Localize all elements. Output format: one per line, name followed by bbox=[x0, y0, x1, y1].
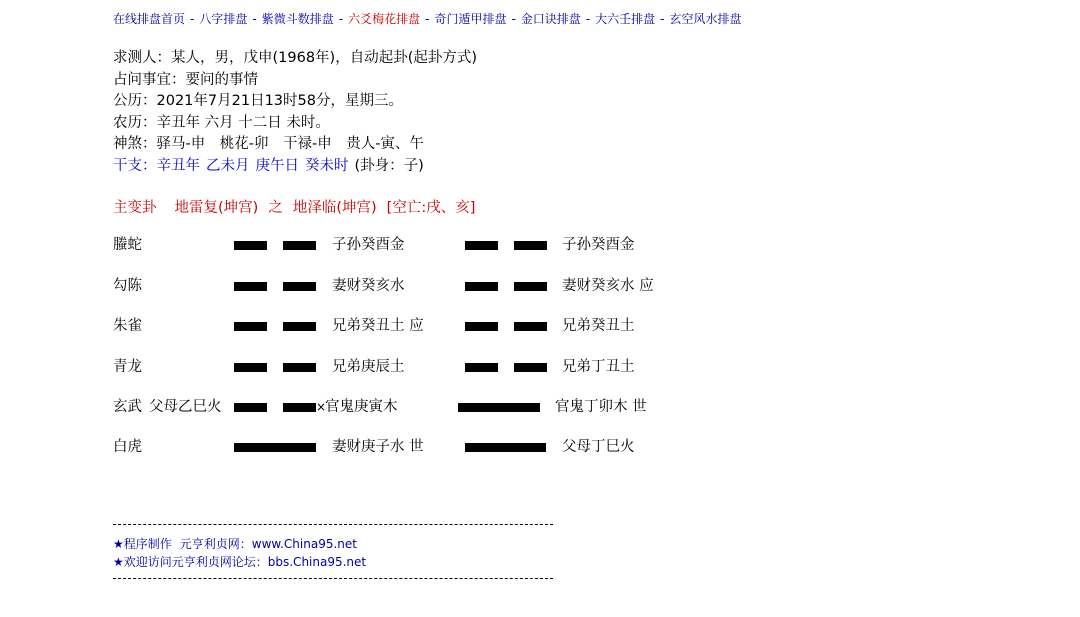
six-god-label: 玄武 bbox=[113, 399, 142, 415]
changed-line-text: 官鬼丁卯木 世 bbox=[555, 399, 647, 415]
main-line-yin-segment bbox=[283, 363, 316, 372]
changed-hexagram-name: 地泽临(坤宫) bbox=[292, 200, 377, 216]
ganzhi-day: 庚午日 bbox=[255, 157, 299, 174]
hexagram-prefix: 主变卦 bbox=[113, 200, 157, 216]
ganzhi-month: 乙未月 bbox=[206, 157, 250, 174]
nav-link-1[interactable]: 八字排盘 bbox=[199, 12, 248, 26]
credits bbox=[113, 535, 366, 571]
six-god-label: 螣蛇 bbox=[113, 237, 142, 253]
nav-link-7[interactable]: 玄空风水排盘 bbox=[669, 12, 742, 26]
main-line-text: 兄弟庚辰土 bbox=[332, 359, 405, 375]
changed-line-text: 兄弟丁丑土 bbox=[562, 359, 635, 375]
changed-line-text: 妻财癸亥水 应 bbox=[562, 278, 654, 294]
changed-line-yin-segment bbox=[514, 241, 547, 250]
nav-link-2[interactable]: 紫微斗数排盘 bbox=[261, 12, 334, 26]
main-line-text: 妻财庚子水 世 bbox=[332, 439, 424, 455]
main-line-yin-segment bbox=[234, 322, 267, 331]
yao-line bbox=[113, 437, 713, 457]
main-line-text: 妻财癸亥水 bbox=[332, 278, 405, 294]
changed-line-text: 子孙癸酉金 bbox=[562, 237, 635, 253]
yao-line bbox=[113, 316, 713, 336]
nav-link-6[interactable]: 大六壬排盘 bbox=[595, 12, 656, 26]
changed-line-yin-segment bbox=[514, 363, 547, 372]
hexagram-connector: 之 bbox=[268, 200, 283, 216]
nav-link-0[interactable]: 在线排盘首页 bbox=[113, 12, 186, 26]
credit-line-2[interactable]: ★欢迎访问元亨利贞网论坛：bbs.China95.net bbox=[113, 555, 367, 569]
yao-line bbox=[113, 235, 713, 255]
main-line-text: 兄弟癸丑土 应 bbox=[332, 318, 424, 334]
main-line-yin-segment bbox=[283, 241, 316, 250]
solar-date: 公历：2021年7月21日13时58分，星期三。 bbox=[113, 93, 403, 109]
credit-site[interactable]: 元亨利贞网：www.China95.net bbox=[179, 537, 357, 551]
shensha-info: 神煞：驿马-申 桃花-卯 干禄-申 贵人-寅、午 bbox=[113, 136, 424, 152]
main-line-yin-segment bbox=[234, 282, 267, 291]
changed-line-yin-segment bbox=[465, 241, 498, 250]
nav-separator: - bbox=[585, 12, 591, 26]
hexagram-title bbox=[113, 196, 475, 217]
main-line-text: 官鬼庚寅木 bbox=[325, 399, 398, 415]
yao-line bbox=[113, 276, 713, 296]
nav-separator: - bbox=[425, 12, 430, 26]
ganzhi-year: 辛丑年 bbox=[156, 157, 200, 174]
yao-line bbox=[113, 397, 713, 417]
ganzhi-hour: 癸未时 bbox=[305, 157, 349, 174]
main-line-text: 子孙癸酉金 bbox=[332, 237, 405, 253]
question-info: 占问事宜：要问的事情 bbox=[113, 71, 258, 88]
nav-link-4[interactable]: 奇门遁甲排盘 bbox=[434, 12, 507, 26]
changed-line-yang-bar bbox=[458, 403, 540, 412]
nav-separator: - bbox=[338, 12, 344, 26]
guashen-info: (卦身：子) bbox=[354, 157, 424, 174]
six-god-label: 勾陈 bbox=[113, 278, 142, 294]
main-line-yin-segment bbox=[283, 403, 316, 412]
ganzhi-row bbox=[113, 156, 477, 178]
asker-info: 求测人：某人，男，戊申(1968年)，自动起卦(起卦方式) bbox=[113, 50, 478, 66]
six-god-label: 朱雀 bbox=[113, 318, 142, 334]
main-line-yin-segment bbox=[283, 282, 316, 291]
main-line-yin-segment bbox=[234, 403, 267, 412]
nav-separator: - bbox=[511, 12, 516, 26]
changed-line-yin-segment bbox=[514, 322, 547, 331]
yao-line bbox=[113, 357, 713, 377]
credit-prefix: ★程序制作 bbox=[113, 537, 172, 551]
divination-info bbox=[113, 48, 477, 177]
nav-link-5[interactable]: 金口诀排盘 bbox=[520, 12, 581, 26]
main-line-yang-bar bbox=[234, 443, 316, 452]
main-hexagram-name: 地雷复(坤宫) bbox=[174, 200, 259, 216]
changed-line-yang-bar bbox=[465, 443, 546, 452]
main-line-yin-segment bbox=[234, 363, 267, 372]
changed-line-yin-segment bbox=[465, 282, 498, 291]
top-divider bbox=[113, 524, 553, 525]
credit-line-1 bbox=[113, 535, 366, 553]
top-navigation bbox=[113, 10, 742, 28]
kongwang-info: [空亡:戌、亥] bbox=[386, 200, 476, 216]
main-line-yin-segment bbox=[234, 241, 267, 250]
nav-link-3[interactable]: 六爻梅花排盘 bbox=[348, 12, 421, 26]
nav-separator: - bbox=[252, 12, 257, 26]
moving-line-mark: × bbox=[316, 400, 327, 414]
changed-line-text: 兄弟癸丑土 bbox=[562, 318, 635, 334]
changed-line-text: 父母丁巳火 bbox=[562, 439, 635, 455]
fushen-label: 父母乙巳火 bbox=[149, 399, 222, 415]
changed-line-yin-segment bbox=[465, 363, 498, 372]
bottom-divider bbox=[113, 578, 553, 579]
lunar-date: 农历：辛丑年 六月 十二日 未时。 bbox=[113, 114, 330, 131]
changed-line-yin-segment bbox=[465, 322, 498, 331]
six-god-label: 白虎 bbox=[113, 439, 142, 455]
six-god-label: 青龙 bbox=[113, 359, 142, 375]
nav-separator: - bbox=[190, 12, 195, 26]
nav-separator: - bbox=[660, 12, 665, 26]
main-line-yin-segment bbox=[283, 322, 316, 331]
ganzhi-label: 干支： bbox=[113, 157, 157, 174]
changed-line-yin-segment bbox=[514, 282, 547, 291]
